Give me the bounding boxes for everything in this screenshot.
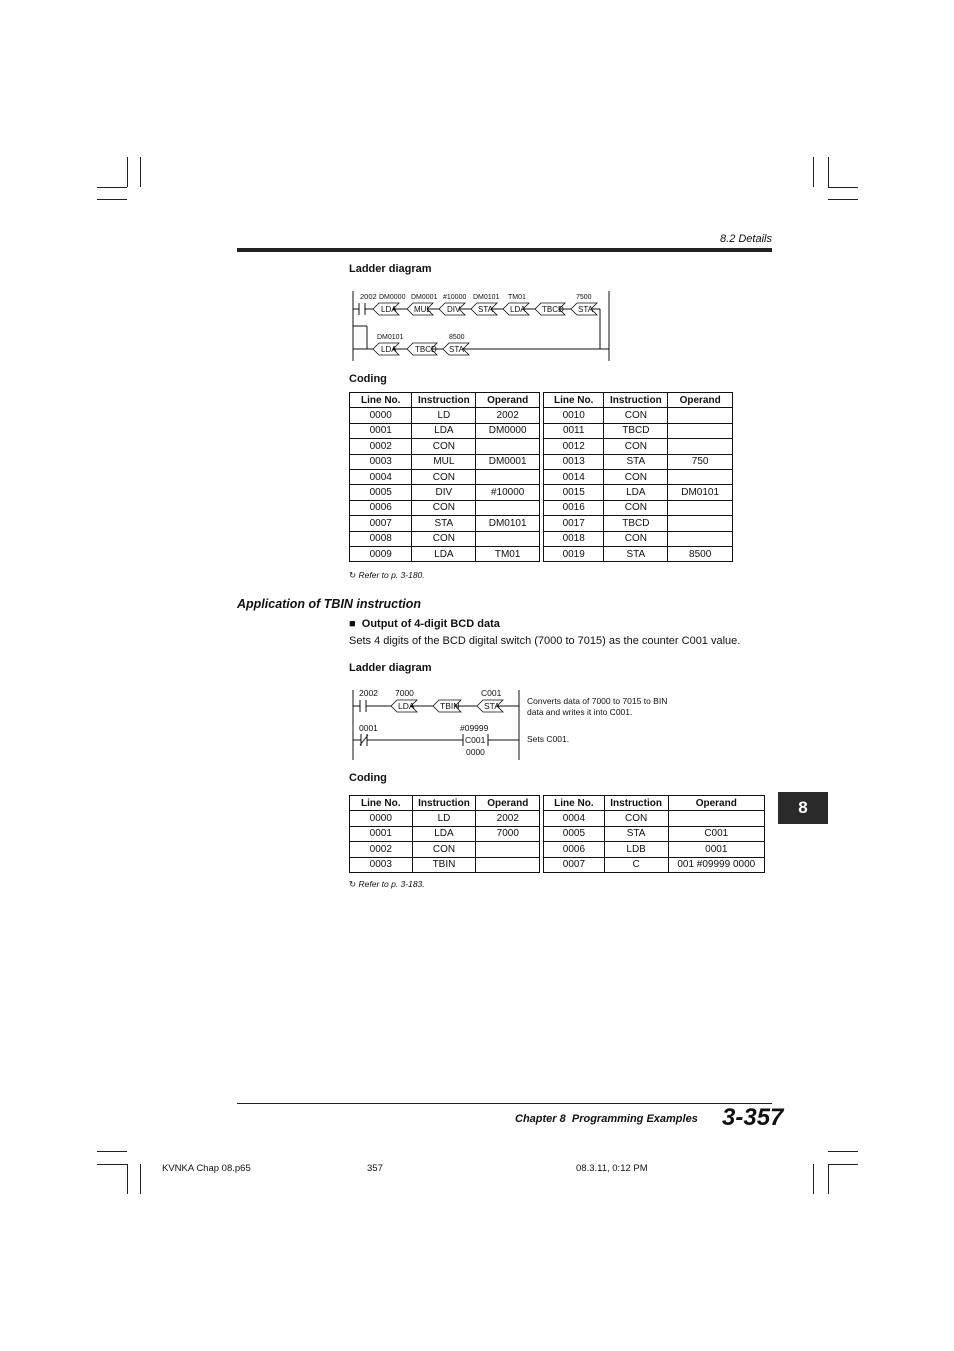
table-cell: TBCD (604, 423, 668, 438)
table-cell: 0019 (543, 546, 603, 561)
footer-rule (237, 1103, 772, 1104)
table-cell: 0003 (350, 454, 412, 469)
table-cell: 0005 (544, 826, 605, 841)
table-cell: DM0101 (668, 485, 733, 500)
footer-chapter: Chapter 8 Programming Examples (515, 1113, 698, 1125)
table-cell: 0007 (350, 516, 412, 531)
table-cell: TBCD (604, 516, 668, 531)
table-cell (668, 408, 733, 423)
table-cell: 0002 (350, 439, 412, 454)
table-row (350, 439, 733, 454)
ladder-label: 0001 (359, 723, 378, 733)
instruction-box: LDA (510, 305, 526, 314)
table-cell: 0008 (350, 531, 412, 546)
table-cell: CON (604, 531, 668, 546)
subhead: ■ Output of 4-digit BCD data (349, 618, 500, 630)
table-cell: 0014 (543, 469, 603, 484)
table-cell: TM01 (476, 546, 540, 561)
table-cell (476, 500, 540, 515)
ladder-label: C001 (481, 688, 502, 698)
ladder-label: DM0101 (377, 334, 404, 341)
table-cell: DM0001 (476, 454, 540, 469)
table-cell: 750 (668, 454, 733, 469)
table-cell (476, 842, 540, 857)
table-row (350, 546, 733, 561)
file-date: 08.3.11, 0:12 PM (576, 1163, 648, 1174)
table-cell: CON (412, 469, 476, 484)
table-cell: 7000 (476, 826, 540, 841)
table-cell: STA (604, 454, 668, 469)
instruction-box: LDA (381, 305, 397, 314)
coding-table-2 (349, 795, 765, 873)
column-header: Instruction (604, 796, 668, 811)
page-number: 3-357 (722, 1104, 784, 1131)
ladder-comment: Converts data of 7000 to 7015 to BIN (527, 696, 668, 706)
table-cell: LD (412, 408, 476, 423)
table-cell: #10000 (476, 485, 540, 500)
table-cell: 0001 (350, 423, 412, 438)
table-cell: CON (604, 439, 668, 454)
arrow-icon: ↻ (349, 879, 359, 889)
table-cell: 0001 (668, 842, 764, 857)
table-cell (476, 469, 540, 484)
column-header: Instruction (412, 796, 476, 811)
table-cell: CON (604, 469, 668, 484)
table-row (350, 811, 765, 826)
table-cell: LDA (412, 423, 476, 438)
table-row (350, 454, 733, 469)
arrow-icon: ↻ (349, 570, 359, 580)
table-cell: CON (604, 408, 668, 423)
ladder-label: 8500 (449, 334, 465, 341)
table-cell: STA (412, 516, 476, 531)
column-header: Operand (476, 796, 540, 811)
table-cell: 0000 (350, 408, 412, 423)
table-row (350, 842, 765, 857)
table-header-row (350, 796, 765, 811)
table-cell: 0007 (544, 857, 605, 872)
table-row (350, 500, 733, 515)
coding-label: Coding (349, 373, 387, 385)
instruction-box: LDA (398, 701, 415, 711)
table-cell: 0013 (543, 454, 603, 469)
table-cell: 2002 (476, 811, 540, 826)
table-cell: 0001 (350, 826, 413, 841)
file-page: 357 (367, 1163, 383, 1174)
ladder-label: 2002 (359, 688, 378, 698)
table-cell: 2002 (476, 408, 540, 423)
instruction-box: TBIN (440, 701, 460, 711)
column-header: Line No. (350, 796, 413, 811)
table-cell: 0015 (543, 485, 603, 500)
table-cell (668, 469, 733, 484)
ladder-label: DM0001 (411, 294, 438, 301)
ladder-diagram-2 (345, 684, 685, 764)
table-cell: DM0000 (476, 423, 540, 438)
square-bullet-icon: ■ (349, 618, 362, 630)
table-cell: 0009 (350, 546, 412, 561)
table-cell: DM0101 (476, 516, 540, 531)
table-cell (668, 423, 733, 438)
coding-label-2: Coding (349, 772, 387, 784)
instruction-box: STA (478, 305, 493, 314)
table-cell (668, 500, 733, 515)
table-cell: C (604, 857, 668, 872)
ladder-label: DM0101 (473, 294, 500, 301)
table-cell: CON (412, 500, 476, 515)
table-row (350, 469, 733, 484)
table-header-row (350, 393, 733, 408)
table-cell: 0000 (350, 811, 413, 826)
table-cell: 0010 (543, 408, 603, 423)
ladder-label: DM0000 (379, 294, 406, 301)
table-cell: LDA (412, 546, 476, 561)
ladder-diagram-label: Ladder diagram (349, 263, 432, 275)
table-cell: STA (604, 826, 668, 841)
table-cell (668, 531, 733, 546)
table-cell: LDB (604, 842, 668, 857)
table-cell (476, 531, 540, 546)
table-cell: 0011 (543, 423, 603, 438)
table-cell: 0004 (350, 469, 412, 484)
table-cell: 0018 (543, 531, 603, 546)
ladder-label: 0000 (466, 747, 485, 757)
table-cell: 0004 (544, 811, 605, 826)
ladder-label: TM01 (508, 294, 526, 301)
refer-note-1: ↻ Refer to p. 3-180. (349, 570, 425, 580)
table-row (350, 423, 733, 438)
column-header: Instruction (412, 393, 476, 408)
table-cell: LDA (604, 485, 668, 500)
description: Sets 4 digits of the BCD digital switch (7000 to 7015) as the counter C001 value. (349, 635, 741, 647)
ladder-diagram-label-2: Ladder diagram (349, 662, 432, 674)
column-header: Operand (668, 393, 733, 408)
table-row (350, 857, 765, 872)
table-cell (476, 439, 540, 454)
table-cell: CON (604, 500, 668, 515)
table-cell: CON (412, 531, 476, 546)
table-cell: LDA (412, 826, 476, 841)
ladder-label: #10000 (443, 294, 467, 301)
table-cell: MUL (412, 454, 476, 469)
ladder-comment: Sets C001. (527, 734, 570, 744)
table-cell: LD (412, 811, 476, 826)
table-cell: 0016 (543, 500, 603, 515)
table-cell: 0017 (543, 516, 603, 531)
column-header: Operand (668, 796, 764, 811)
ladder-label: #09999 (460, 723, 489, 733)
instruction-box: TBCD (415, 345, 437, 354)
column-header: Instruction (604, 393, 668, 408)
table-cell (476, 857, 540, 872)
table-row (350, 408, 733, 423)
table-cell: C001 (668, 826, 764, 841)
instruction-box: LDA (381, 345, 397, 354)
column-header: Line No. (543, 393, 603, 408)
table-row (350, 826, 765, 841)
instruction-box: TBCD (542, 305, 564, 314)
table-cell: 0012 (543, 439, 603, 454)
contact-label: 2002 (360, 292, 377, 301)
table-cell: 8500 (668, 546, 733, 561)
instruction-box: MUL (414, 305, 431, 314)
instruction-box: STA (449, 345, 464, 354)
instruction-box: STA (484, 701, 500, 711)
section-title-tbin: Application of TBIN instruction (237, 597, 422, 611)
table-row (350, 516, 733, 531)
instruction-box: STA (578, 305, 593, 314)
table-cell (668, 811, 764, 826)
column-header: Operand (476, 393, 540, 408)
ladder-label: C001 (465, 735, 486, 745)
table-cell (668, 439, 733, 454)
column-header: Line No. (544, 796, 605, 811)
table-cell (668, 516, 733, 531)
table-cell: TBIN (412, 857, 476, 872)
table-cell: CON (412, 439, 476, 454)
chapter-tab: 8 (778, 792, 828, 824)
table-cell: 0006 (544, 842, 605, 857)
table-row (350, 531, 733, 546)
section-header: 8.2 Details (720, 233, 772, 245)
table-row (350, 485, 733, 500)
table-cell: DIV (412, 485, 476, 500)
table-cell: 0003 (350, 857, 413, 872)
table-cell: 001 #09999 0000 (668, 857, 764, 872)
ladder-diagram-1 (345, 285, 615, 365)
column-header: Line No. (350, 393, 412, 408)
coding-table-1 (349, 392, 733, 562)
table-cell: 0005 (350, 485, 412, 500)
ladder-comment: data and writes it into C001. (527, 707, 633, 717)
table-cell: STA (604, 546, 668, 561)
refer-note-2: ↻ Refer to p. 3-183. (349, 879, 425, 889)
instruction-box: DIV (447, 305, 461, 314)
table-cell: CON (604, 811, 668, 826)
ladder-label: 7500 (576, 294, 592, 301)
ladder-label: 7000 (395, 688, 414, 698)
table-cell: 0002 (350, 842, 413, 857)
table-cell: 0006 (350, 500, 412, 515)
table-cell: CON (412, 842, 476, 857)
file-name: KVNKA Chap 08.p65 (162, 1163, 251, 1174)
header-rule (237, 248, 772, 252)
